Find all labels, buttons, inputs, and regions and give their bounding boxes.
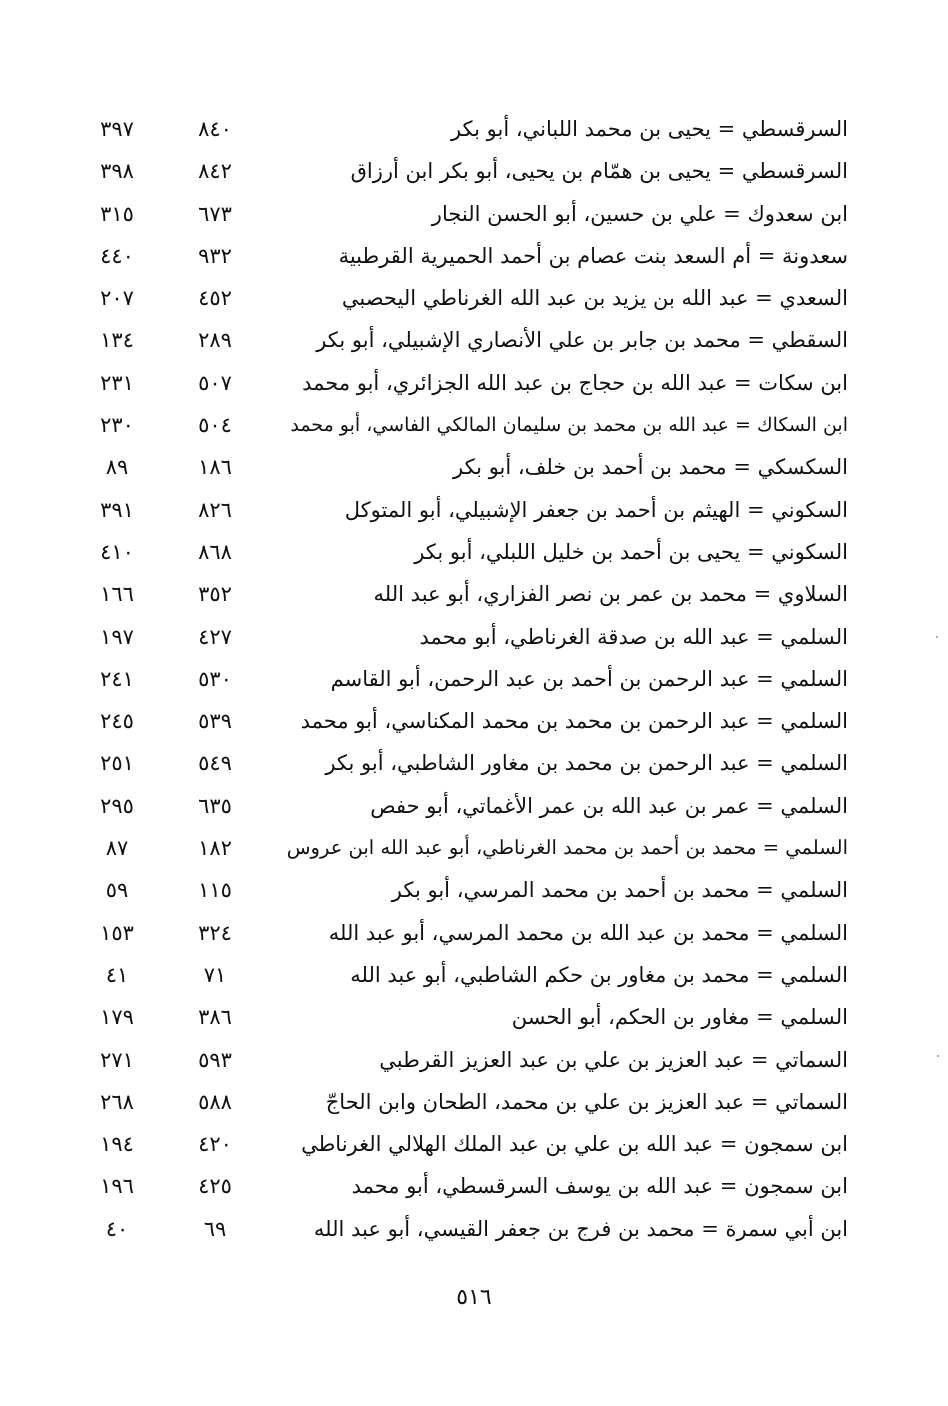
entry-number-a: ٤٥٢ bbox=[198, 286, 232, 311]
entry-number-b: ٢٤١ bbox=[100, 666, 134, 691]
entry-number-a: ٣٨٦ bbox=[198, 1005, 232, 1030]
entry-name: ابن سمجون = عبد الله بن علي بن عبد الملك الهلالي الغرناطي bbox=[301, 1132, 848, 1157]
entry-name: السلمي = محمد بن أحمد بن محمد الغرناطي، أبو عبد الله ابن عروس bbox=[286, 836, 848, 860]
entry-name: السلمي = عبد الله بن صدقة الغرناطي، أبو محمد bbox=[419, 624, 848, 649]
entry-number-b: ٣٩٧ bbox=[100, 117, 134, 141]
entry-number-a: ٤٢٠ bbox=[198, 1132, 232, 1157]
entry-name: السكوني = الهيثم بن أحمد بن جعفر الإشبيلي، أبو المتوكل bbox=[344, 497, 848, 522]
entry-number-a: ٣٥٢ bbox=[198, 582, 232, 607]
index-entry bbox=[0, 658, 948, 700]
entry-name: السماتي = عبد العزيز بن علي بن عبد العزيز القرطبي bbox=[379, 1047, 848, 1072]
index-entry bbox=[0, 319, 948, 361]
entry-number-b: ٨٩ bbox=[105, 455, 129, 480]
entry-name: السرقسطي = يحيى بن محمد اللباني، أبو بكر bbox=[450, 117, 848, 141]
entry-name: السعدي = عبد الله بن يزيد بن عبد الله الغرناطي اليحصبي bbox=[341, 286, 848, 311]
entry-number-b: ٢٤٥ bbox=[100, 709, 134, 734]
entry-number-b: ٥٩ bbox=[105, 878, 129, 903]
entry-number-b: ٨٧ bbox=[105, 836, 129, 861]
entry-name: السلمي = عبد الرحمن بن أحمد بن عبد الرحمن، أبو القاسم bbox=[330, 666, 848, 691]
index-entry bbox=[0, 446, 948, 488]
entry-number-a: ٤٢٥ bbox=[198, 1174, 232, 1199]
entry-number-b: ٣٩٨ bbox=[100, 159, 134, 184]
entry-number-b: ١٦٦ bbox=[100, 582, 134, 607]
index-entry bbox=[0, 1039, 948, 1081]
index-entry bbox=[0, 1165, 948, 1207]
entry-name: السلمي = مغاور بن الحكم، أبو الحسن bbox=[511, 1005, 848, 1030]
index-entry bbox=[0, 277, 948, 319]
entry-number-b: ٤٠ bbox=[105, 1216, 129, 1241]
entry-number-b: ٢٦٨ bbox=[100, 1089, 134, 1114]
entry-number-a: ٧١ bbox=[203, 962, 227, 987]
entry-number-a: ٤٢٧ bbox=[198, 624, 232, 649]
entry-name: ابن سمجون = عبد الله بن يوسف السرقسطي، أبو محمد bbox=[351, 1174, 848, 1199]
index-entry bbox=[0, 742, 948, 784]
entry-name: السلمي = عمر بن عبد الله بن عمر الأغماتي، أبو حفص bbox=[370, 793, 848, 818]
page-number: ٥١٦ bbox=[456, 1285, 492, 1310]
index-entry bbox=[0, 362, 948, 404]
index-entry bbox=[0, 531, 948, 573]
entry-number-a: ١٨٦ bbox=[198, 455, 232, 480]
scan-speck bbox=[936, 636, 938, 638]
entry-number-b: ١٩٤ bbox=[100, 1132, 134, 1157]
index-entry bbox=[0, 954, 948, 996]
entry-number-a: ٣٢٤ bbox=[198, 920, 232, 945]
entry-number-b: ٢٧١ bbox=[100, 1047, 134, 1072]
entry-number-a: ٥٠٤ bbox=[198, 413, 232, 438]
entry-number-a: ٦٧٣ bbox=[198, 201, 232, 226]
entry-number-b: ٢٩٥ bbox=[100, 793, 134, 818]
entry-number-b: ٢٠٧ bbox=[100, 286, 134, 311]
entry-number-b: ٤١ bbox=[105, 962, 129, 987]
entry-number-a: ٥٩٣ bbox=[198, 1047, 232, 1072]
entry-name: السلمي = عبد الرحمن بن محمد بن مغاور الشاطبي، أبو بكر bbox=[325, 751, 848, 776]
entry-number-a: ١٨٢ bbox=[198, 836, 232, 861]
index-entry bbox=[0, 1081, 948, 1123]
index-entry bbox=[0, 1208, 948, 1250]
scan-speck bbox=[937, 1055, 939, 1057]
entry-number-b: ٢٣١ bbox=[100, 370, 134, 395]
entry-number-b: ٤٤٠ bbox=[100, 243, 134, 268]
index-entry bbox=[0, 150, 948, 192]
entry-name: السلمي = محمد بن أحمد بن محمد المرسي، أبو بكر bbox=[391, 878, 848, 903]
entry-number-a: ٥٣٠ bbox=[198, 666, 232, 691]
entry-number-a: ٥٣٩ bbox=[198, 709, 232, 734]
index-entry bbox=[0, 996, 948, 1038]
entry-number-b: ٢٥١ bbox=[100, 751, 134, 776]
index-entry bbox=[0, 785, 948, 827]
entry-number-a: ٨٦٨ bbox=[198, 539, 232, 564]
entry-name: ابن أبي سمرة = محمد بن فرج بن جعفر القيسي، أبو عبد الله bbox=[313, 1216, 848, 1241]
entry-number-b: ١٥٣ bbox=[100, 920, 134, 945]
index-entry bbox=[0, 616, 948, 658]
entry-name: السلمي = محمد بن عبد الله بن محمد المرسي، أبو عبد الله bbox=[328, 920, 848, 945]
entry-number-b: ١٣٤ bbox=[100, 328, 134, 353]
index-entry bbox=[0, 404, 948, 446]
index-entry bbox=[0, 573, 948, 615]
entry-number-a: ٥٠٧ bbox=[198, 370, 232, 395]
entry-number-a: ٦٣٥ bbox=[198, 793, 232, 818]
index-entry bbox=[0, 193, 948, 235]
entry-name: ابن سعدوك = علي بن حسين، أبو الحسن النجار bbox=[431, 201, 848, 226]
entry-number-b: ٣١٥ bbox=[100, 201, 134, 226]
index-entry bbox=[0, 869, 948, 911]
entry-number-b: ١٩٦ bbox=[100, 1174, 134, 1199]
entry-number-a: ٨٤٢ bbox=[198, 159, 232, 184]
entry-number-a: ١١٥ bbox=[198, 878, 232, 903]
entry-number-a: ٥٨٨ bbox=[198, 1089, 232, 1114]
entry-name: السماتي = عبد العزيز بن علي بن محمد، الطحان وابن الحاجّ bbox=[325, 1089, 848, 1114]
entry-number-b: ١٧٩ bbox=[100, 1005, 134, 1030]
index-entry bbox=[0, 235, 948, 277]
entry-name: ابن سكات = عبد الله بن حجاج بن عبد الله الجزائري، أبو محمد bbox=[302, 370, 848, 395]
index-entry bbox=[0, 700, 948, 742]
entry-name: ابن السكاك = عبد الله بن محمد بن سليمان المالكي الفاسي، أبو محمد bbox=[290, 414, 848, 437]
index-entry bbox=[0, 912, 948, 954]
entry-name: السكسكي = محمد بن أحمد بن خلف، أبو بكر bbox=[452, 455, 848, 480]
entry-number-a: ٩٣٢ bbox=[198, 243, 232, 268]
entry-number-b: ١٩٧ bbox=[100, 624, 134, 649]
entry-number-b: ٣٩١ bbox=[100, 497, 134, 522]
index-entry bbox=[0, 1123, 948, 1165]
entry-name: السكوني = يحيى بن أحمد بن خليل اللبلي، أبو بكر bbox=[414, 539, 848, 564]
entry-name: السلمي = محمد بن مغاور بن حكم الشاطبي، أبو عبد الله bbox=[350, 962, 848, 987]
entry-number-a: ٢٨٩ bbox=[198, 328, 232, 353]
entry-number-a: ٨٤٠ bbox=[198, 117, 232, 141]
index-entry bbox=[0, 489, 948, 531]
index-list bbox=[0, 108, 948, 1250]
entry-number-b: ٤١٠ bbox=[100, 539, 134, 564]
entry-number-a: ٨٢٦ bbox=[198, 497, 232, 522]
entry-name: السلاوي = محمد بن عمر بن نصر الفزاري، أبو عبد الله bbox=[373, 582, 848, 607]
entry-name: السرقسطي = يحيى بن همّام بن يحيى، أبو بكر ابن أرزاق bbox=[350, 159, 848, 184]
entry-number-a: ٦٩ bbox=[203, 1216, 227, 1241]
entry-name: السقطي = محمد بن جابر بن علي الأنصاري الإشبيلي، أبو بكر bbox=[316, 328, 848, 353]
entry-number-b: ٢٣٠ bbox=[100, 413, 134, 438]
entry-number-a: ٥٤٩ bbox=[198, 751, 232, 776]
index-entry bbox=[0, 827, 948, 869]
entry-name: سعدونة = أم السعد بنت عصام بن أحمد الحميرية القرطبية bbox=[338, 243, 848, 268]
entry-name: السلمي = عبد الرحمن بن محمد بن محمد المكناسي، أبو محمد bbox=[300, 709, 848, 734]
index-entry bbox=[0, 108, 948, 150]
